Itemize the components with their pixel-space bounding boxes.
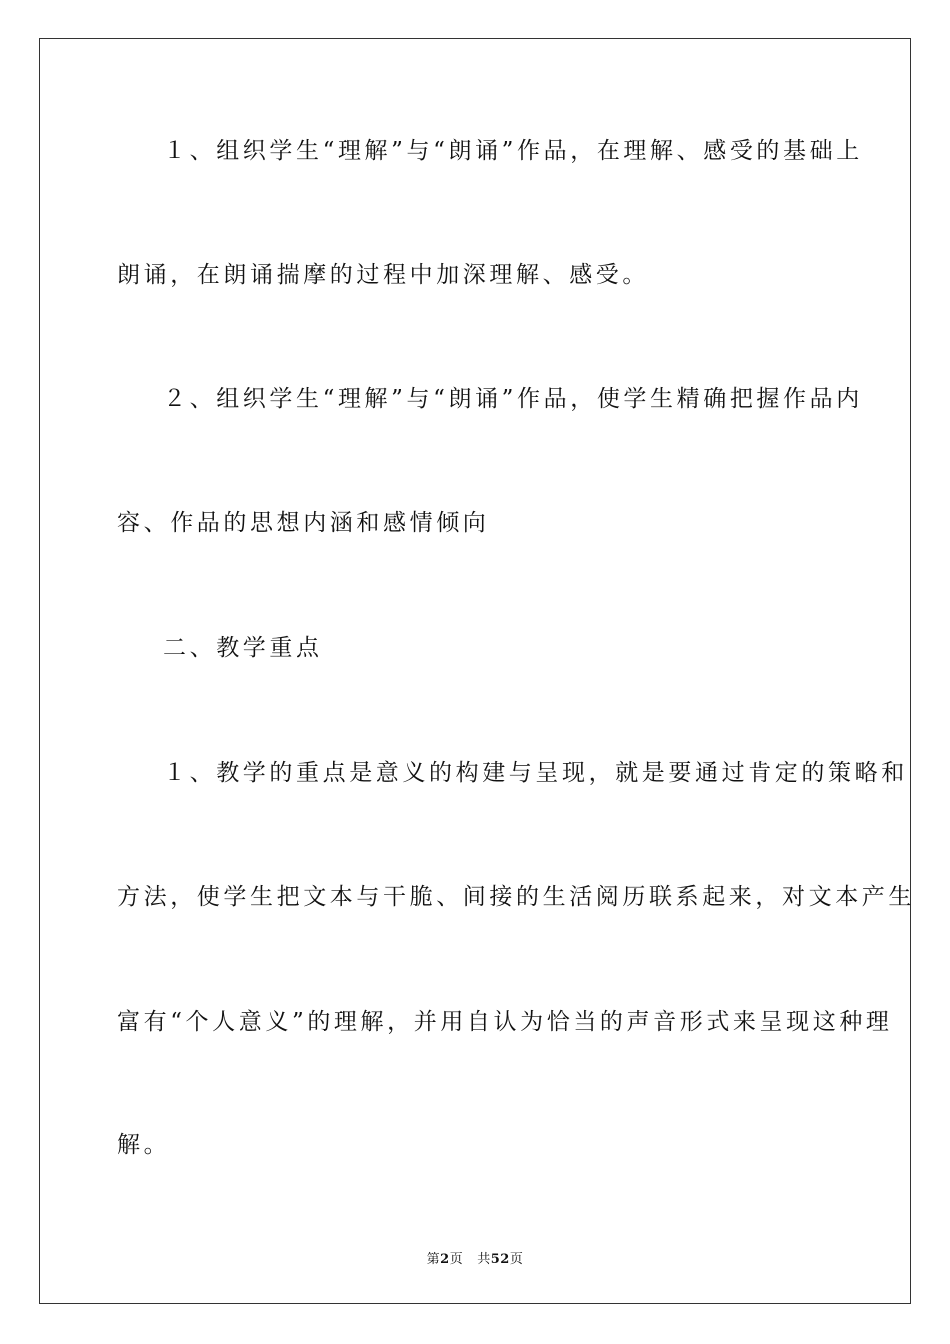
paragraph-line: １、教学的重点是意义的构建与呈现，就是要通过肯定的策略和 <box>163 760 908 786</box>
paragraph-line: 富有“个人意义”的理解，并用自认为恰当的声音形式来呈现这种理 <box>117 1009 893 1035</box>
footer-total-pages: 52 <box>490 1252 510 1267</box>
footer-total-suffix: 页 <box>509 1252 524 1267</box>
page-footer <box>0 1248 950 1267</box>
paragraph-line: 朗诵，在朗诵揣摩的过程中加深理解、感受。 <box>117 262 649 288</box>
paragraph-line: 方法，使学生把文本与干脆、间接的生活阅历联系起来，对文本产生 <box>117 884 915 910</box>
footer-total-prefix: 共 <box>477 1252 491 1267</box>
section-heading: 二、教学重点 <box>163 635 323 661</box>
paragraph-line: ２、组织学生“理解”与“朗诵”作品，使学生精确把握作品内 <box>163 386 863 412</box>
footer-page-number: 2 <box>440 1252 450 1267</box>
paragraph-line: 解。 <box>117 1132 171 1158</box>
footer-page-suffix: 页 <box>449 1252 464 1267</box>
paragraph-line: 容、作品的思想内涵和感情倾向 <box>117 510 490 536</box>
footer-page-prefix: 第 <box>426 1252 441 1267</box>
page-border <box>39 38 915 1304</box>
paragraph-line: １、组织学生“理解”与“朗诵”作品，在理解、感受的基础上 <box>163 138 863 164</box>
